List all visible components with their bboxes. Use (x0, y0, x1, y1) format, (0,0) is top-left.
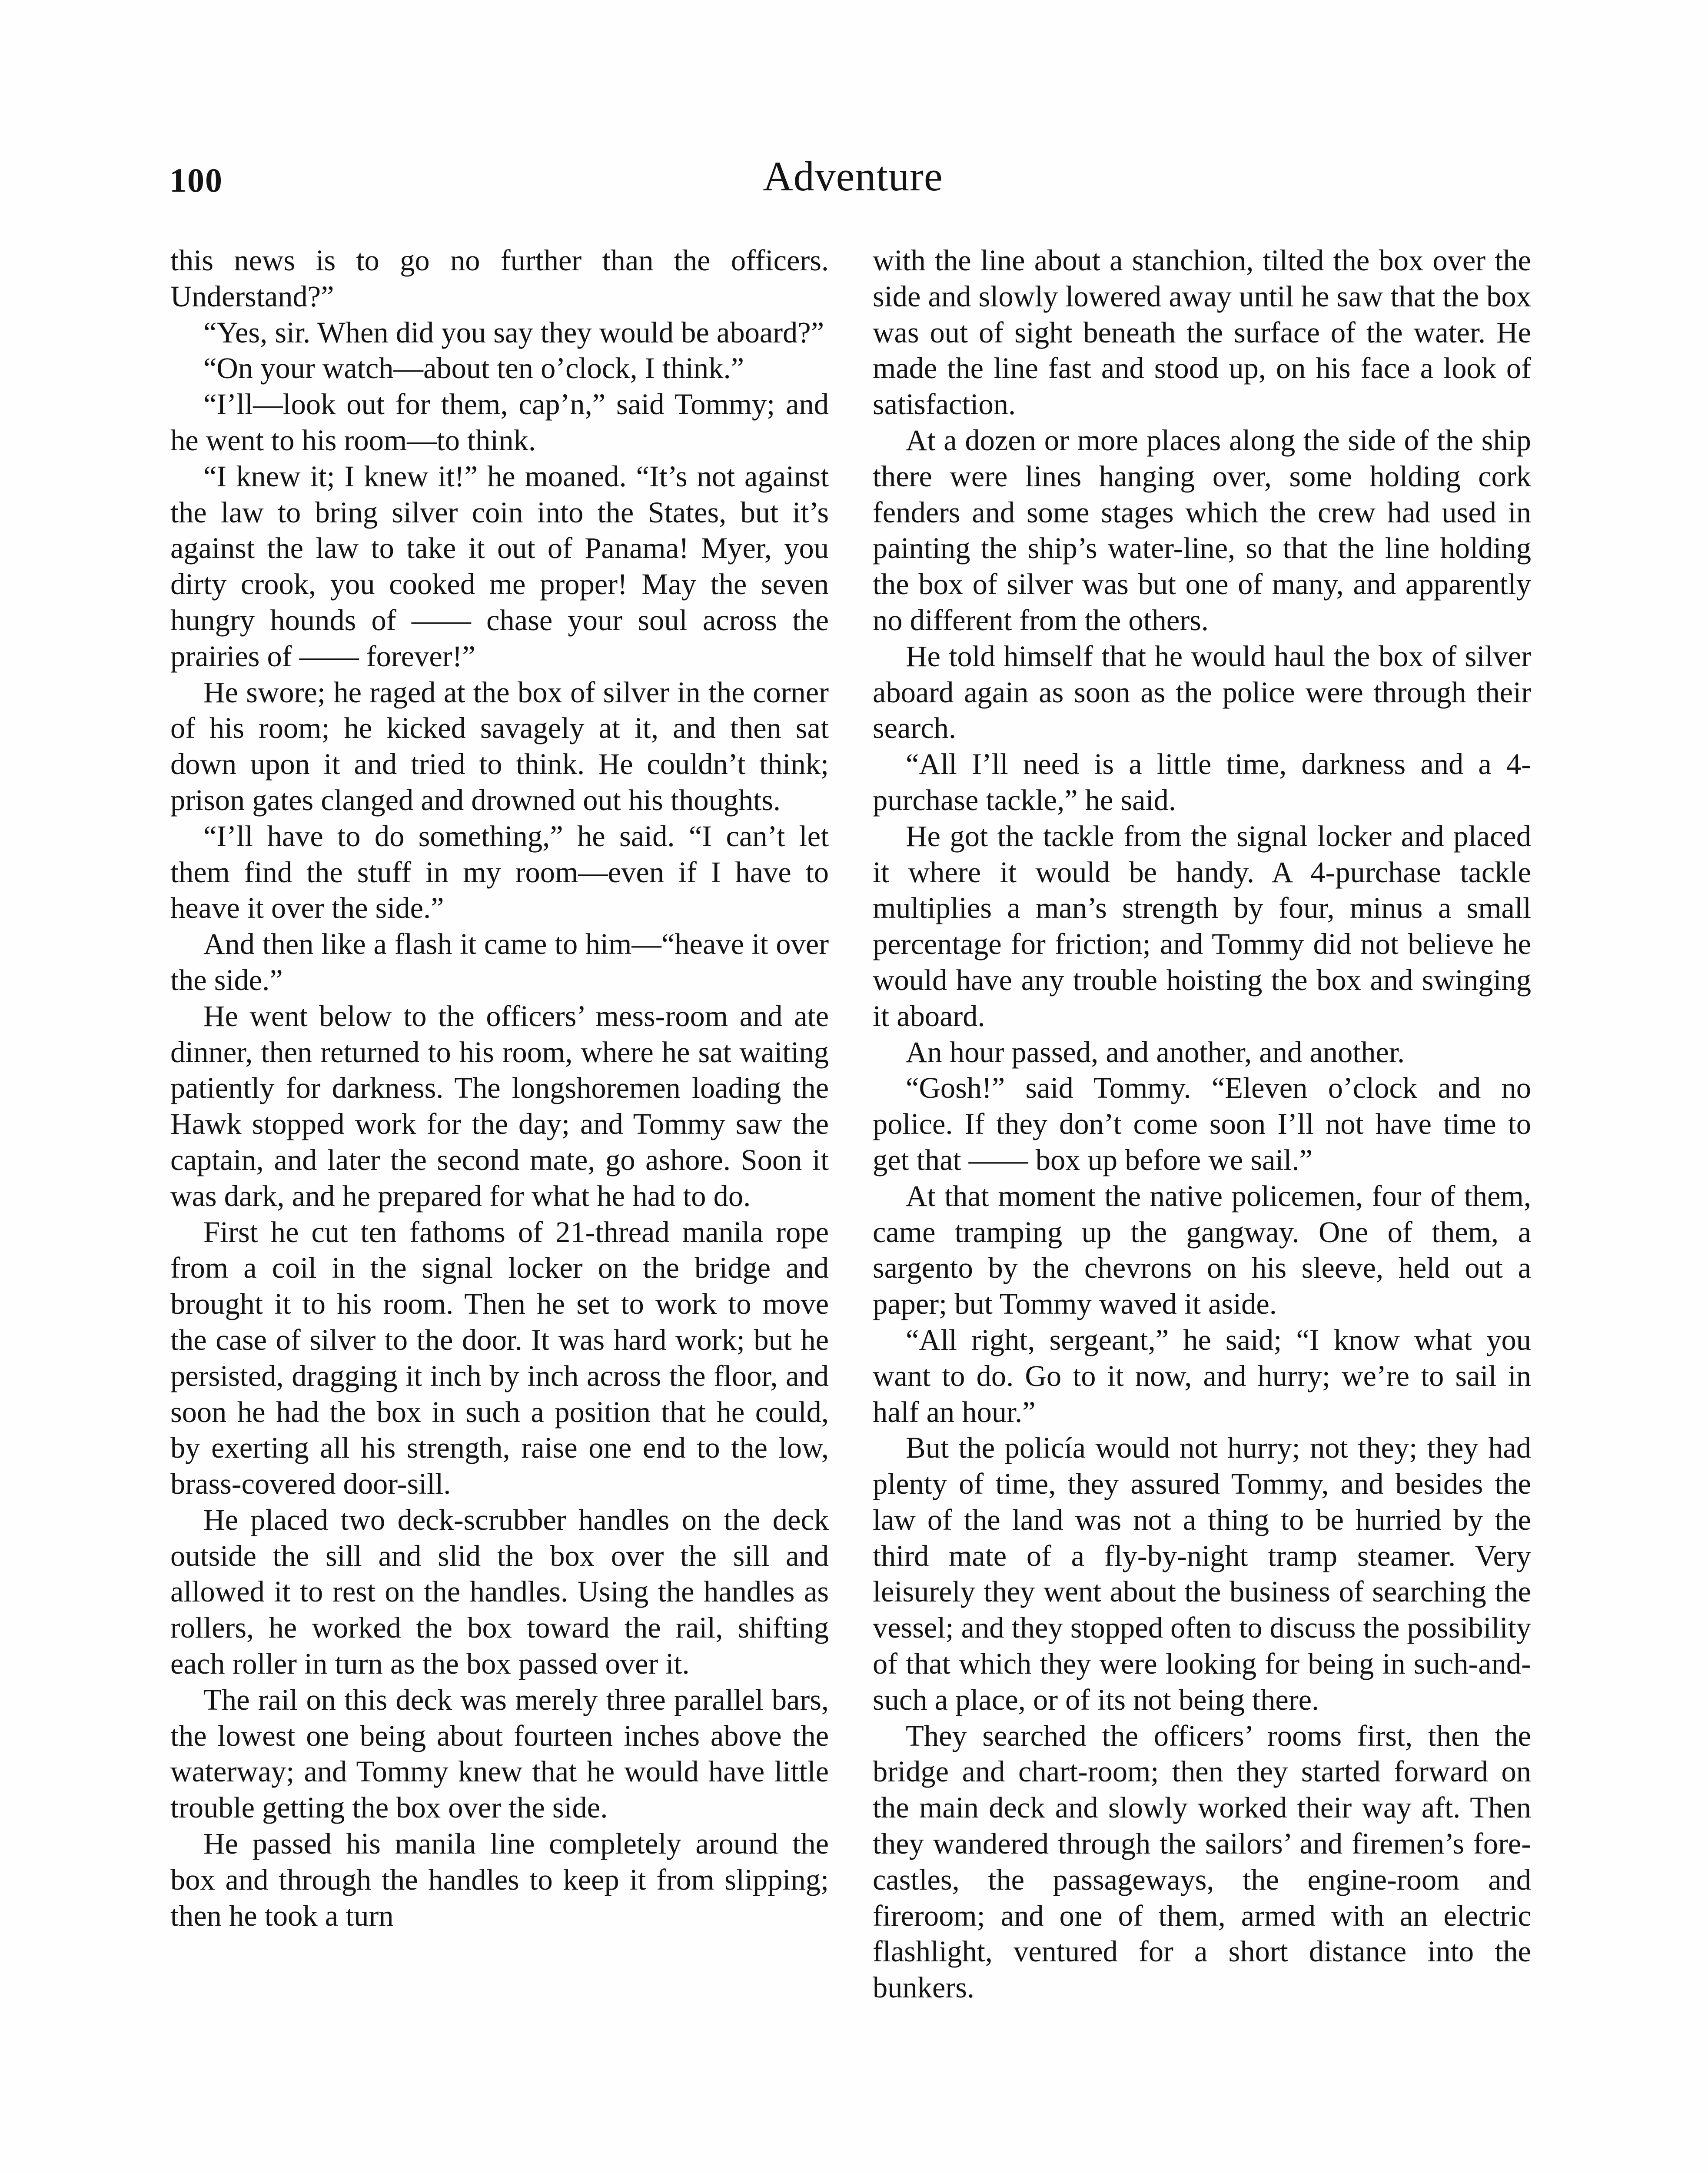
paragraph: And then like a flash it came to him—“heave it over the side.” (170, 927, 829, 997)
magazine-title: Adventure (763, 153, 943, 199)
paragraph: “Yes, sir. When did you say they would be aboard?” (203, 316, 824, 349)
paragraph: He passed his manila line completely around the box and through the handles to keep it from slipping; then he took a turn (170, 1827, 829, 1932)
paragraph: The rail on this deck was merely three parallel bars, the lowest one being about fourteen inches above the waterway; and Tommy knew that he would have little trouble getting the box over the side. (170, 1683, 829, 1824)
paragraph: He swore; he raged at the box of silver in the corner of his room; he kicked savagely at it, and then sat down upon it and tried to think. He couldn’t think; prison gates clanged and drowned out his thoughts. (170, 675, 829, 817)
paragraph: He placed two deck-scrubber handles on the deck outside the sill and slid the box over the sill and allowed it to rest on the handles. Using the handles as rollers, he worked the box toward the rail, shifting each roller in turn as the box passed over it. (170, 1503, 829, 1681)
paragraph: He got the tackle from the signal locker and placed it where it would be handy. A 4-purchase tackle multiplies a man’s strength by four, minus a small percentage for friction; and Tommy did not believe he would have any trouble hoisting the box and swinging it aboard. (873, 819, 1531, 1033)
paragraph: “All right, sergeant,” he said; “I know what you want to do. Go to it now, and hurry; we’re to sail in half an hour.” (873, 1323, 1531, 1429)
paragraph: this news is to go no further than the officers. Understand?” (170, 244, 829, 313)
paragraph: First he cut ten fathoms of 21-thread manila rope from a coil in the signal locker on the bridge and brought it to his room. Then he set to work to move the case of silver to the door. It was hard work; but he persisted, dragging it inch by inch across the floor, and soon he had the box in such a position that he could, by exerting all his strength, raise one end to the low, brass-covered door-sill. (170, 1215, 829, 1501)
page-number: 100 (169, 161, 223, 199)
page-header (169, 148, 1536, 209)
paragraph: At that moment the native policemen, four of them, came tramping up the gangway. One of them, a sargento by the chevrons on his sleeve, held out a paper; but Tommy waved it aside. (873, 1179, 1531, 1321)
paragraph: They searched the officers’ rooms first, then the bridge and chart-room; then they started forward on the main deck and slowly worked their way aft. Then they wandered through the sailors’ and firemen’s forecastles, the passageways, the engine-room and fireroom; and one of them, armed with an electric flashlight, ventured for a short distance into the bunkers. (873, 1719, 1531, 2004)
paragraph: “Gosh!” said Tommy. “Eleven o’clock and no police. If they don’t come soon I’ll not have time to get that —— box up before we sail.” (873, 1071, 1531, 1176)
paragraph: “On your watch—about ten o’clock, I think.” (203, 352, 744, 385)
paragraph: He went below to the officers’ mess-room and ate dinner, then returned to his room, where he sat waiting patiently for darkness. The longshoremen loading the Hawk stopped work for the day; and Tommy saw the captain, and later the second mate, go ashore. Soon it was dark, and he prepared for what he had to do. (170, 999, 829, 1213)
paragraph: “I knew it; I knew it!” he moaned. “It’s not against the law to bring silver coin into the States, but it’s against the law to take it out of Panama! Myer, you dirty crook, you cooked me proper! May the seven hungry hounds of —— chase your soul across the prairies of —— forever!” (170, 459, 829, 673)
right-column (873, 243, 1531, 2006)
paragraph: At a dozen or more places along the side of the ship there were lines hanging over, some holding cork fenders and some stages which the crew had used in painting the ship’s water-line, so that the line holding the box of silver was but one of many, and apparently no different from the others. (873, 423, 1531, 637)
paragraph: with the line about a stanchion, tilted the box over the side and slowly lowered away until he saw that the box was out of sight beneath the surface of the water. He made the line fast and stood up, on his face a look of satisfaction. (873, 244, 1531, 421)
paragraph: “All I’ll need is a little time, darkness and a 4-purchase tackle,” he said. (873, 748, 1531, 817)
paragraph: He told himself that he would haul the box of silver aboard again as soon as the police were through their search. (873, 639, 1531, 745)
paragraph: “I’ll—look out for them, cap’n,” said Tommy; and he went to his room—to think. (170, 388, 829, 457)
left-column (170, 243, 829, 1934)
paragraph: “I’ll have to do something,” he said. “I can’t let them find the stuff in my room—even if I have to heave it over the side.” (170, 819, 829, 925)
paragraph: An hour passed, and another, and another. (906, 1035, 1405, 1069)
paragraph: But the policía would not hurry; not they; they had plenty of time, they assured Tommy, and besides the law of the land was not a thing to be hurried by the third mate of a fly-by-night tramp steamer. Very leisurely they went about the business of searching the vessel; and they stopped often to discuss the possibility of that which they were looking for being in such-and-such a place, or of its not being there. (873, 1431, 1531, 1716)
